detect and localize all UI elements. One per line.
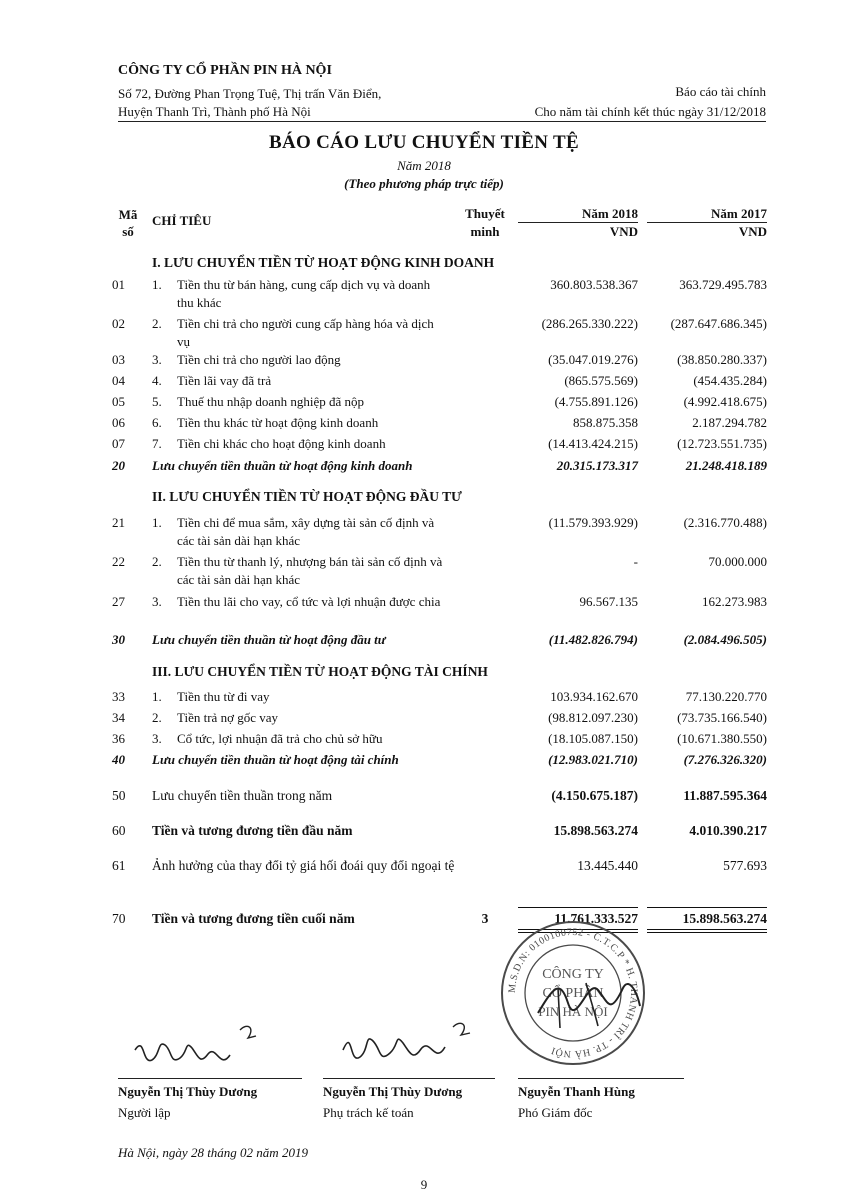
row-value-2018: (11.482.826.794): [548, 632, 638, 647]
column-header-code-line2: số: [122, 224, 134, 239]
row-label: Lưu chuyển tiền thuần trong năm: [152, 788, 333, 803]
row-number: 3.: [152, 352, 162, 367]
row-value-2017: (12.723.551.735): [677, 436, 767, 451]
row-label: Ảnh hưởng của thay đổi tỷ giá hối đoái quy đổi ngoại tệ: [152, 858, 455, 873]
row-code: 33: [112, 689, 125, 704]
row-code: 04: [112, 373, 125, 388]
page-number: 9: [420, 1177, 428, 1192]
row-label: Lưu chuyển tiền thuần từ hoạt động đầu tư: [152, 632, 386, 647]
svg-text:PIN HÀ NỘI: PIN HÀ NỘI: [538, 1004, 608, 1019]
column-header-year-2018-label: Năm 2018: [582, 206, 638, 221]
row-value-2017: (10.671.380.550): [677, 731, 767, 746]
row-value-2017: 70.000.000: [708, 554, 767, 569]
row-value-2017: (38.850.280.337): [677, 352, 767, 367]
company-address-line1: Số 72, Đường Phan Trọng Tuệ, Thị trấn Văn Điển,: [118, 86, 382, 101]
company-seal-graphic: [498, 918, 648, 1068]
row-value-2017: 577.693: [723, 858, 767, 873]
row-value-2017: (454.435.284): [693, 373, 767, 388]
row-label: Lưu chuyển tiền thuần từ hoạt động tài chính: [152, 752, 399, 767]
row-code: 36: [112, 731, 125, 746]
row-label: Tiền thu từ bán hàng, cung cấp dịch vụ và doanh thu khác: [177, 277, 431, 310]
row-value-2017: (2.084.496.505): [683, 632, 767, 647]
column-header-note-line2: minh: [470, 224, 500, 239]
row-code: 61: [112, 858, 126, 873]
row-value-2018: 96.567.135: [579, 594, 638, 609]
row-value-2018: 15.898.563.274: [553, 823, 638, 838]
row-value-2018: (11.579.393.929): [548, 515, 638, 530]
row-code: 60: [112, 823, 126, 838]
row-value-2017: 21.248.418.189: [685, 458, 767, 473]
row-value-2017: 162.273.983: [702, 594, 767, 609]
row-code: 22: [112, 554, 125, 569]
row-value-2018: -: [633, 554, 638, 569]
column-header-year-2017: [647, 205, 767, 241]
row-code: 02: [112, 316, 125, 331]
row-number: 3.: [152, 731, 162, 746]
column-header-note-line1: Thuyết: [465, 206, 505, 221]
column-header-item: CHỈ TIÊU: [152, 213, 212, 228]
row-value-2018: 858.875.358: [573, 415, 638, 430]
row-code: 03: [112, 352, 125, 367]
signature-line-1: [118, 1078, 302, 1079]
signatory-name: Nguyễn Thị Thùy Dương: [118, 1084, 258, 1099]
row-value-2018: 11.761.333.527: [554, 911, 638, 926]
signature-line-2: [323, 1078, 495, 1079]
signatory-deputy-director: [518, 1084, 635, 1121]
signatory-preparer: [118, 1084, 257, 1121]
row-value-2018: 360.803.538.367: [550, 277, 638, 292]
row-value-2017: 11.887.595.364: [683, 788, 767, 803]
row-value-2017: 363.729.495.783: [679, 277, 767, 292]
company-name: CÔNG TY CỔ PHẦN PIN HÀ NỘI: [118, 63, 332, 78]
row-label: Tiền thu lãi cho vay, cổ tức và lợi nhuận được chia: [177, 594, 441, 609]
signatory-chief-accountant: [323, 1084, 462, 1121]
signatory-role: Phụ trách kế toán: [323, 1105, 414, 1120]
row-value-2018: 103.934.162.670: [550, 689, 638, 704]
row-value-2017: 15.898.563.274: [682, 911, 767, 926]
row-value-2017: (7.276.326.320): [683, 752, 767, 767]
row-label: Tiền chi để mua sắm, xây dựng tài sản cố định và các tài sản dài hạn khác: [177, 515, 435, 548]
row-number: 4.: [152, 373, 162, 388]
row-value-2018: (4.755.891.126): [554, 394, 638, 409]
issue-date: Hà Nội, ngày 28 tháng 02 năm 2019: [118, 1145, 308, 1160]
row-value-2017: (2.316.770.488): [683, 515, 767, 530]
row-value-2018: (98.812.097.230): [548, 710, 638, 725]
row-value-2018: (286.265.330.222): [541, 316, 638, 331]
row-value-2018: (14.413.424.215): [548, 436, 638, 451]
row-label: Tiền chi trả cho người cung cấp hàng hóa và dịch vụ: [177, 316, 434, 349]
row-label: Tiền và tương đương tiền cuối năm: [152, 911, 355, 926]
column-header-year-2018: [518, 205, 638, 241]
row-value-2018: (12.983.021.710): [548, 752, 638, 767]
row-label: Lưu chuyển tiền thuần từ hoạt động kinh doanh: [152, 458, 413, 473]
signatory-name: Nguyễn Thị Thùy Dương: [323, 1084, 463, 1099]
row-code: 50: [112, 788, 126, 803]
total-rule-2017-top: [647, 907, 767, 908]
company-address-line2: Huyện Thanh Trì, Thành phố Hà Nội: [118, 104, 311, 119]
signatory-role: Phó Giám đốc: [518, 1105, 593, 1120]
row-label: Tiền thu khác từ hoạt động kinh doanh: [177, 415, 379, 430]
signatory-role: Người lập: [118, 1105, 171, 1120]
column-header-year-2017-label: Năm 2017: [711, 206, 767, 221]
row-code: 21: [112, 515, 125, 530]
row-number: 3.: [152, 594, 162, 609]
row-value-2017: 2.187.294.782: [692, 415, 767, 430]
row-label: Tiền thu từ thanh lý, nhượng bán tài sản cố định và các tài sản dài hạn khác: [177, 554, 443, 587]
row-number: 5.: [152, 394, 162, 409]
row-note-ref: 3: [481, 911, 489, 926]
row-value-2018: (865.575.569): [564, 373, 638, 388]
svg-text:CÔNG TY: CÔNG TY: [542, 967, 604, 982]
row-number: 1.: [152, 277, 162, 292]
svg-text:M.S.D.N: 0100100752 - C.T.C.P: M.S.D.N: 0100100752 - C.T.C.P * H. THANH TRÌ - TP. HÀ NỘI: [506, 926, 640, 1060]
row-code: 01: [112, 277, 125, 292]
column-header-code: [113, 206, 143, 240]
row-number: 2.: [152, 316, 162, 331]
row-label: Tiền và tương đương tiền đầu năm: [152, 823, 353, 838]
row-number: 1.: [152, 689, 162, 704]
row-label: Cổ tức, lợi nhuận đã trả cho chủ sở hữu: [177, 731, 383, 746]
header-divider: [118, 121, 766, 122]
row-value-2018: (4.150.675.187): [551, 788, 638, 803]
company-seal: [498, 918, 648, 1068]
row-code: 70: [112, 911, 126, 926]
row-label: Tiền thu từ đi vay: [177, 689, 270, 704]
row-label: Thuế thu nhập doanh nghiệp đã nộp: [177, 394, 365, 409]
row-value-2018: (35.047.019.276): [548, 352, 638, 367]
subtitle-year: Năm 2018: [397, 158, 451, 173]
column-rule-2018: [518, 222, 638, 223]
report-period: Cho năm tài chính kết thúc ngày 31/12/2018: [534, 104, 766, 119]
row-value-2017: (287.647.686.345): [670, 316, 767, 331]
report-type: Báo cáo tài chính: [675, 84, 766, 99]
subtitle-method: (Theo phương pháp trực tiếp): [344, 176, 504, 191]
row-code: 06: [112, 415, 125, 430]
total-rule-2018-top: [518, 907, 638, 908]
column-header-year-2017-unit: VND: [738, 224, 767, 239]
row-label: Tiền chi khác cho hoạt động kinh doanh: [177, 436, 386, 451]
column-header-code-line1: Mã: [118, 207, 138, 222]
row-code: 07: [112, 436, 125, 451]
row-label: Tiền lãi vay đã trả: [177, 373, 272, 388]
row-code: 40: [112, 752, 125, 767]
row-number: 6.: [152, 415, 162, 430]
signature-chief-accountant: [335, 1005, 485, 1075]
row-code: 30: [112, 632, 125, 647]
row-code: 27: [112, 594, 125, 609]
page-title: BÁO CÁO LƯU CHUYỂN TIỀN TỆ: [269, 132, 579, 153]
row-code: 34: [112, 710, 125, 725]
row-number: 2.: [152, 710, 162, 725]
row-value-2017: (73.735.166.540): [677, 710, 767, 725]
row-value-2017: (4.992.418.675): [683, 394, 767, 409]
signature-preparer: [130, 1010, 270, 1080]
row-label: Tiền trả nợ gốc vay: [177, 710, 278, 725]
row-number: 2.: [152, 554, 162, 569]
section-heading-operating: I. LƯU CHUYỂN TIỀN TỪ HOẠT ĐỘNG KINH DOANH: [152, 255, 495, 270]
row-label: Tiền chi trả cho người lao động: [177, 352, 341, 367]
row-number: 1.: [152, 515, 162, 530]
column-header-year-2018-unit: VND: [609, 224, 638, 239]
signatory-name: Nguyễn Thanh Hùng: [518, 1084, 635, 1099]
signature-line-3: [518, 1078, 684, 1079]
row-number: 7.: [152, 436, 162, 451]
total-double-rule-2017: [647, 929, 767, 933]
row-code: 05: [112, 394, 125, 409]
row-code: 20: [112, 458, 125, 473]
column-rule-2017: [647, 222, 767, 223]
svg-text:CỔ PHẦN: CỔ PHẦN: [542, 986, 604, 1001]
row-value-2017: 4.010.390.217: [689, 823, 767, 838]
section-heading-investing: II. LƯU CHUYỂN TIỀN TỪ HOẠT ĐỘNG ĐẦU TƯ: [152, 489, 462, 504]
row-value-2018: 20.315.173.317: [556, 458, 638, 473]
column-header-note: [455, 205, 515, 241]
row-value-2017: 77.130.220.770: [685, 689, 767, 704]
section-heading-financing: III. LƯU CHUYỂN TIỀN TỪ HOẠT ĐỘNG TÀI CHÍNH: [152, 664, 488, 679]
row-value-2018: (18.105.087.150): [548, 731, 638, 746]
row-value-2018: 13.445.440: [577, 858, 638, 873]
